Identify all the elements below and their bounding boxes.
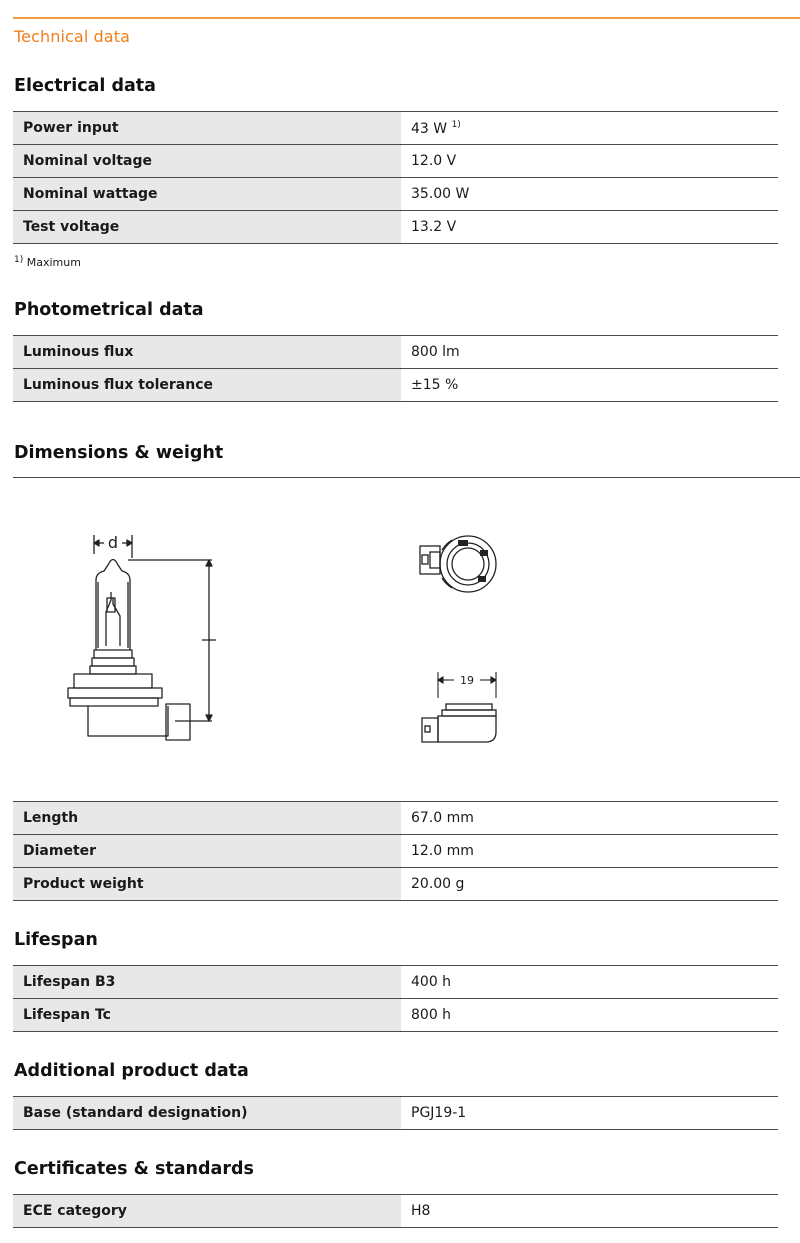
- base-width-label: 19: [460, 674, 474, 687]
- row-value: PGJ19-1: [401, 1097, 778, 1130]
- footnote: [14, 255, 81, 269]
- row-value: 13.2 V: [401, 211, 778, 244]
- row-value: [401, 112, 778, 145]
- table-row: [13, 868, 778, 901]
- footnote-mark: 1): [14, 255, 24, 265]
- electrical-table: [13, 111, 778, 244]
- row-label: Luminous flux: [13, 336, 401, 369]
- length-label-layer: [0, 0, 1, 1]
- divider: [13, 477, 800, 478]
- header-accent-rule: [13, 17, 800, 19]
- table-row: [13, 835, 778, 868]
- row-value: 67.0 mm: [401, 802, 778, 835]
- row-label: Nominal voltage: [13, 145, 401, 178]
- power-input-value: 43 W: [411, 120, 448, 137]
- dimensions-table: [13, 801, 778, 901]
- lamp-side-drawing: [60, 528, 230, 748]
- additional-heading: Additional product data: [14, 1061, 249, 1081]
- row-value: 12.0 mm: [401, 835, 778, 868]
- electrical-heading: Electrical data: [14, 76, 156, 96]
- photometrical-heading: Photometrical data: [14, 300, 204, 320]
- certificates-table: [13, 1194, 778, 1228]
- table-row: [13, 336, 778, 369]
- row-label: Test voltage: [13, 211, 401, 244]
- row-value: 35.00 W: [401, 178, 778, 211]
- photometrical-table: [13, 335, 778, 402]
- row-value: H8: [401, 1195, 778, 1228]
- diameter-label: d: [107, 533, 119, 552]
- additional-table: [13, 1096, 778, 1130]
- table-row: [13, 802, 778, 835]
- table-row: [13, 112, 778, 145]
- section-tag: Technical data: [14, 27, 130, 46]
- row-label: Nominal wattage: [13, 178, 401, 211]
- row-label: Length: [13, 802, 401, 835]
- certificates-heading: Certificates & standards: [14, 1159, 254, 1179]
- row-value: 800 lm: [401, 336, 778, 369]
- row-label: Luminous flux tolerance: [13, 369, 401, 402]
- table-row: [13, 145, 778, 178]
- row-value: 400 h: [401, 966, 778, 999]
- lifespan-table: [13, 965, 778, 1032]
- row-value: ±15 %: [401, 369, 778, 402]
- lamp-top-view-drawing: [418, 532, 502, 596]
- footnote-ref: 1): [451, 119, 461, 130]
- dimensions-heading: Dimensions & weight: [14, 443, 224, 463]
- footnote-text: Maximum: [26, 256, 81, 269]
- row-label: Lifespan B3: [13, 966, 401, 999]
- row-value: 20.00 g: [401, 868, 778, 901]
- row-label: Diameter: [13, 835, 401, 868]
- table-row: [13, 1097, 778, 1130]
- table-row: [13, 369, 778, 402]
- row-value: 800 h: [401, 999, 778, 1032]
- row-value: 12.0 V: [401, 145, 778, 178]
- table-row: [13, 999, 778, 1032]
- table-row: [13, 1195, 778, 1228]
- row-label: Base (standard designation): [13, 1097, 401, 1130]
- table-row: [13, 178, 778, 211]
- row-label: Lifespan Tc: [13, 999, 401, 1032]
- lifespan-heading: Lifespan: [14, 930, 98, 950]
- lamp-base-drawing: [418, 668, 502, 748]
- row-label: Power input: [13, 112, 401, 145]
- row-label: ECE category: [13, 1195, 401, 1228]
- table-row: [13, 211, 778, 244]
- row-label: Product weight: [13, 868, 401, 901]
- table-row: [13, 966, 778, 999]
